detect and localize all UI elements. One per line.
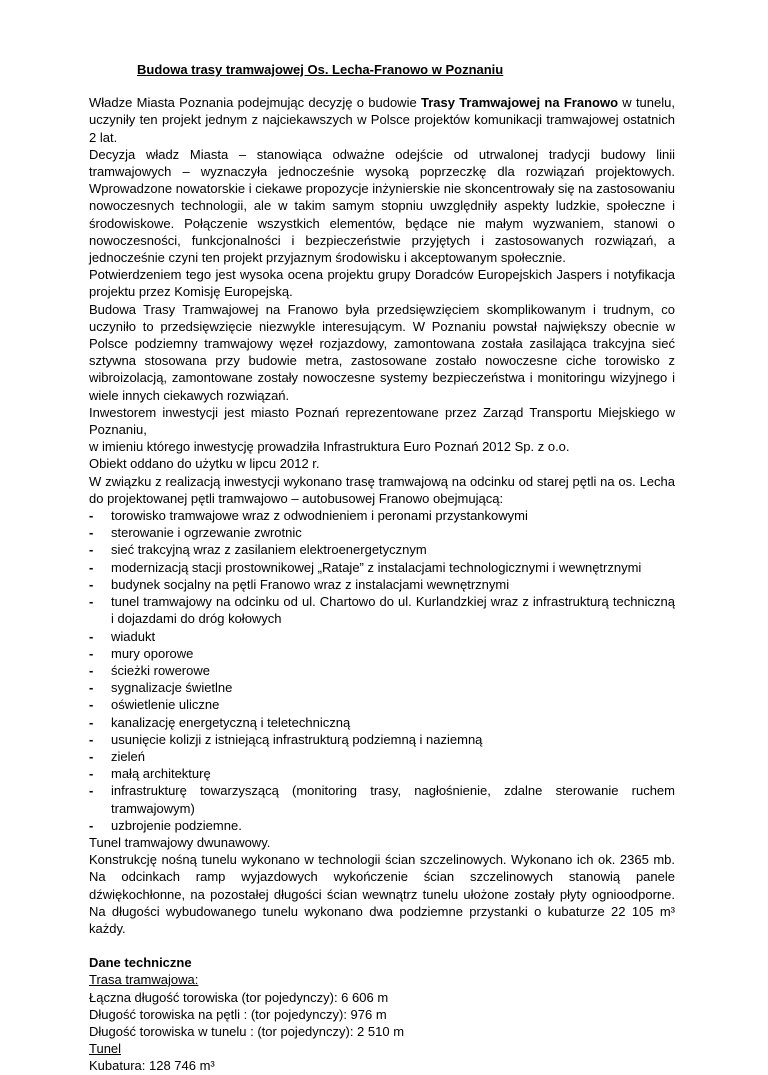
list-item-text: mury oporowe — [111, 645, 194, 661]
list-item-text: uzbrojenie podziemne. — [111, 817, 242, 833]
bullet-dash: - — [89, 542, 94, 558]
paragraph: Obiekt oddano do użytku w lipcu 2012 r. — [89, 456, 320, 472]
technical-line: Długość torowiska w tunelu : (tor pojedynczy): 2 510 m — [89, 1023, 405, 1039]
list-item-text: usunięcie kolizji z istniejącą infrastrukturą podziemną i naziemną — [111, 731, 483, 747]
list-item-text: zieleń — [111, 748, 145, 764]
list-item — [89, 541, 675, 558]
list-item — [89, 782, 675, 816]
document-title: Budowa trasy tramwajowej Os. Lecha-Franowo w Poznaniu — [137, 62, 504, 77]
list-item — [89, 628, 675, 645]
paragraph: Decyzja władz Miasta – stanowiąca odważne odejście od utrwalonej tradycji budowy linii tramwajowych – wyznaczyła jednocześnie wysoką poprzeczkę dla rozwiązań projektowych. Wprowadzone nowatorskie i ciekawe propozycje inżynierskie nie skoncentrowały się na zastosowaniu nowoczesnych technologii, ale w takim samym stopniu uwzględniły aspekty ludzkie, społeczne i środowiskowe. Połączenie wszystkich elementów, będące nie małym wyzwaniem, stanowi o nowoczesności, funkcjonalności i bezpieczeństwie przyjętych i zastosowanych rozwiązań, a jednocześnie czyni ten projekt przyjaznym środowisku i akceptowanym społecznie. — [89, 146, 676, 266]
technical-heading: Dane techniczne — [89, 955, 192, 971]
list-item — [89, 507, 675, 524]
bullet-dash: - — [89, 628, 94, 644]
list-item-text: sieć trakcyjną wraz z zasilaniem elektroenergetycznym — [111, 542, 427, 558]
paragraph: Tunel tramwajowy dwunawowy. — [89, 834, 271, 850]
intro-bold-text: Trasy Tramwajowej na Franowo — [420, 95, 619, 111]
list-item-text: oświetlenie uliczne — [111, 697, 220, 713]
bullet-dash: - — [89, 645, 94, 661]
list-item — [89, 645, 675, 662]
paragraph: Inwestorem inwestycji jest miasto Poznań reprezentowane przez Zarząd Transportu Miejskiego w Poznaniu, — [89, 404, 675, 438]
list-item — [89, 524, 675, 541]
bullet-dash: - — [89, 714, 94, 730]
kubatura-line: Kubatura: 128 746 m³ — [89, 1058, 215, 1074]
list-item-text: sterowanie i ogrzewanie zwrotnic — [111, 525, 302, 541]
bullet-dash: - — [89, 783, 94, 799]
spacer — [89, 937, 675, 954]
bullet-dash: - — [89, 766, 94, 782]
paragraph: Potwierdzeniem tego jest wysoka ocena projektu grupy Doradców Europejskich Jaspers i notyfikacja projektu przez Komisję Europejską. — [89, 267, 675, 300]
bullet-dash: - — [89, 508, 94, 524]
bullet-dash: - — [89, 697, 94, 713]
paragraph: Budowa Trasy Tramwajowej na Franowo była przedsięwzięciem skomplikowanym i trudnym, co uczyniło to przedsięwzięcie niezwykle interesującym. W Poznaniu powstał największy obecnie w Polsce podziemny tramwajowy węzeł rozjazdowy, zamontowana została zasilająca trakcyjna sieć sztywna stosowana przy budowie metra, zastosowane zostało nowoczesne ciche torowisko z wibroizolacją, zamontowane zostały nowoczesne systemy bezpieczeństwa i monitoringu wizyjnego i wiele innych ciekawych rozwiązań. — [89, 301, 675, 403]
list-item-text: ścieżki rowerowe — [111, 662, 210, 678]
paragraph: Konstrukcję nośną tunelu wykonano w technologii ścian szczelinowych. Wykonano ich ok. 2365 mb. Na odcinkach ramp wyjazdowych wykończenie ścian szczelinowych stanowią panele dźwiękochłonne, na pozostałej długości ścian wewnątrz tunelu ułożone zostały płyty ognioodporne. Na długości wybudowanego tunelu wykonano dwa podziemne przystanki o kubaturze 22 105 m³ każdy. — [89, 852, 675, 936]
list-item-text: kanalizację energetyczną i teletechniczną — [111, 714, 351, 730]
list-item-text: torowisko tramwajowe wraz z odwodnieniem i peronami przystankowymi — [111, 508, 528, 524]
list-item-text: sygnalizacje świetlne — [111, 680, 233, 696]
list-item — [89, 817, 675, 834]
list-item — [89, 593, 675, 627]
document-page — [89, 61, 675, 1075]
bullet-dash: - — [89, 680, 94, 696]
list-item — [89, 662, 675, 679]
bullet-dash: - — [89, 662, 94, 678]
list-item-text: modernizacją stacji prostownikowej „Rataje” z instalacjami technologicznymi i wewnętrznymi — [111, 559, 642, 575]
list-item — [89, 679, 675, 696]
intro-text-start: Władze Miasta Poznania podejmując decyzję o budowie — [89, 95, 421, 111]
intro-paragraph — [89, 94, 675, 146]
bullet-dash: - — [89, 576, 94, 592]
tunel-heading: Tunel — [89, 1041, 122, 1057]
bullet-dash: - — [89, 731, 94, 747]
bullet-dash: - — [89, 594, 94, 610]
intro-text-end: w tunelu, uczyniły ten projekt jednym z najciekawszych w Polsce projektów komunikacji tramwajowej ostatnich 2 lat. — [89, 95, 675, 145]
list-item — [89, 576, 675, 593]
bullet-dash: - — [89, 748, 94, 764]
list-item-text: tunel tramwajowy na odcinku od ul. Chartowo do ul. Kurlandzkiej wraz z infrastrukturą techniczną i dojazdami do dróg kołowych — [111, 594, 675, 627]
list-item — [89, 731, 675, 748]
list-item — [89, 696, 675, 713]
list-item-text: małą architekturę — [111, 766, 211, 782]
paragraph: W związku z realizacją inwestycji wykonano trasę tramwajową na odcinku od starej pętli na os. Lecha do projektowanej pętli tramwajowo – autobusowej Franowo obejmującą: — [89, 473, 675, 506]
paragraph: w imieniu którego inwestycję prowadziła Infrastruktura Euro Poznań 2012 Sp. z o.o. — [89, 439, 570, 455]
list-item — [89, 714, 675, 731]
bullet-dash: - — [89, 817, 94, 833]
list-item — [89, 765, 675, 782]
bullet-dash: - — [89, 525, 94, 541]
trasa-heading: Trasa tramwajowa: — [89, 972, 199, 988]
list-item-text: budynek socjalny na pętli Franowo wraz z instalacjami wewnętrznymi — [111, 576, 510, 592]
list-item — [89, 559, 675, 576]
scope-list — [89, 507, 675, 834]
technical-line: Łączna długość torowiska (tor pojedynczy): 6 606 m — [89, 989, 389, 1005]
bullet-dash: - — [89, 559, 94, 575]
list-item-text: infrastrukturę towarzyszącą (monitoring trasy, nagłośnienie, zdalne sterowanie ruchem tramwajowym) — [111, 783, 675, 816]
list-item — [89, 748, 675, 765]
technical-line: Długość torowiska na pętli : (tor pojedynczy): 976 m — [89, 1006, 387, 1022]
list-item-text: wiadukt — [111, 628, 156, 644]
